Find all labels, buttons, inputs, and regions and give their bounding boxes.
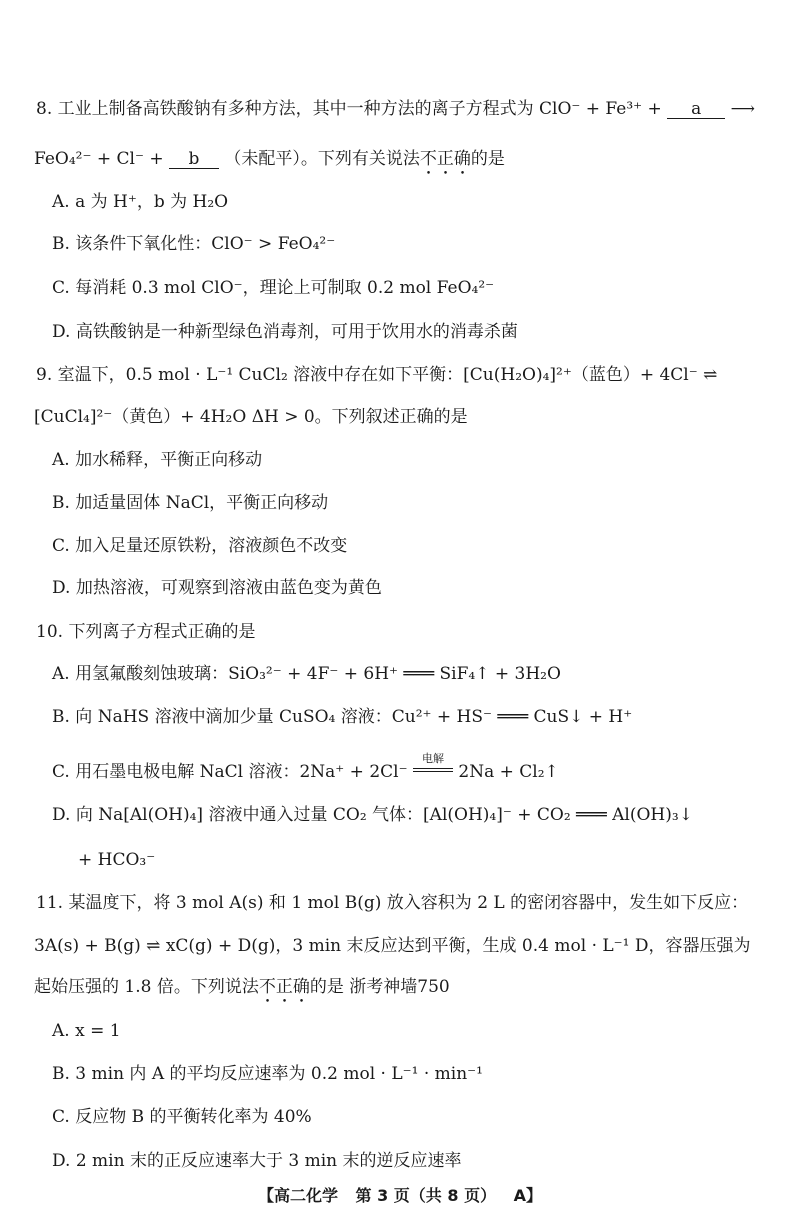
q11-stem-line2: 3A(s) + B(g) ⇌ xC(g) + D(g)，3 min 末反应达到平衡，生成 0.4 mol · L⁻¹ D，容器压强为	[34, 936, 751, 956]
q10-option-c-text: C. 用石墨电极电解 NaCl 溶液：2Na⁺ + 2Cl⁻	[52, 762, 408, 782]
q8-stem-line2	[34, 147, 800, 179]
q11-stem-text2: 的是 浙考神墙750	[309, 977, 450, 997]
q11-option-c: C. 反应物 B 的平衡转化率为 40%	[52, 1107, 312, 1127]
footer-subject: 【高二化学	[257, 1186, 338, 1205]
q10-option-d-cont: + HCO₃⁻	[78, 850, 156, 870]
q8-stem-text4: 的是	[470, 149, 505, 169]
q10-double-line	[413, 768, 453, 772]
q8-arrow: ⟶	[730, 99, 755, 119]
q10-option-c-products: 2Na + Cl₂↑	[458, 762, 559, 782]
q10-option-d: D. 向 Na[Al(OH)₄] 溶液中通入过量 CO₂ 气体：[Al(OH)₄]⁻ + CO₂ ═══ Al(OH)₃↓	[52, 805, 693, 825]
q8-option-c: C. 每消耗 0.3 mol ClO⁻，理论上可制取 0.2 mol FeO₄²⁻	[52, 278, 495, 298]
footer-version: A】	[513, 1186, 543, 1205]
q11-stem-text: 起始压强的 1.8 倍。下列说法	[34, 977, 259, 997]
q9-option-d: D. 加热溶液，可观察到溶液由蓝色变为黄色	[52, 578, 382, 598]
q9-option-a: A. 加水稀释，平衡正向移动	[52, 450, 263, 470]
q10-stem: 10. 下列离子方程式正确的是	[36, 622, 256, 642]
q8-stem-line1	[36, 97, 800, 121]
q11-emphasis: 不正确	[258, 977, 310, 997]
q9-stem-line1: 9. 室温下，0.5 mol · L⁻¹ CuCl₂ 溶液中存在如下平衡：[Cu(H₂O)₄]²⁺（蓝色）+ 4Cl⁻ ⇌	[36, 365, 718, 385]
page-footer	[0, 1183, 800, 1206]
q8-stem-text2: FeO₄²⁻ + Cl⁻ +	[34, 149, 164, 169]
footer-page-number: 第 3 页（共 8 页）	[355, 1186, 497, 1205]
q10-electrolysis-sign	[413, 752, 453, 777]
q11-stem-line3	[34, 975, 800, 1007]
q10-option-c	[52, 752, 800, 784]
q8-stem-text: 8. 工业上制备高铁酸钠有多种方法，其中一种方法的离子方程式为 ClO⁻ + Fe³⁺ +	[36, 99, 662, 119]
q8-blank-b: b	[169, 150, 219, 169]
q8-option-d: D. 高铁酸钠是一种新型绿色消毒剂，可用于饮用水的消毒杀菌	[52, 322, 518, 342]
q8-option-b: B. 该条件下氧化性：ClO⁻ > FeO₄²⁻	[52, 234, 336, 254]
q8-blank-a: a	[667, 100, 725, 119]
q10-condition-label: 电解	[421, 752, 444, 765]
q8-option-a: A. a 为 H⁺，b 为 H₂O	[52, 192, 229, 212]
q11-option-a: A. x = 1	[52, 1021, 121, 1041]
q10-option-a: A. 用氢氟酸刻蚀玻璃：SiO₃²⁻ + 4F⁻ + 6H⁺ ═══ SiF₄↑ + 3H₂O	[52, 664, 561, 684]
q9-option-c: C. 加入足量还原铁粉，溶液颜色不改变	[52, 536, 348, 556]
q11-stem-line1: 11. 某温度下，将 3 mol A(s) 和 1 mol B(g) 放入容积为 2 L 的密闭容器中，发生如下反应：	[36, 893, 749, 913]
q8-emphasis: 不正确	[419, 149, 471, 169]
q10-option-b: B. 向 NaHS 溶液中滴加少量 CuSO₄ 溶液：Cu²⁺ + HS⁻ ═══ CuS↓ + H⁺	[52, 707, 633, 727]
q9-stem-line2: [CuCl₄]²⁻（黄色）+ 4H₂O ΔH > 0。下列叙述正确的是	[34, 407, 468, 427]
q9-option-b: B. 加适量固体 NaCl，平衡正向移动	[52, 493, 329, 513]
q11-option-d: D. 2 min 末的正反应速率大于 3 min 末的逆反应速率	[52, 1151, 462, 1171]
q8-stem-text3: （未配平）。下列有关说法	[224, 149, 420, 169]
q11-option-b: B. 3 min 内 A 的平均反应速率为 0.2 mol · L⁻¹ · min⁻¹	[52, 1064, 483, 1084]
